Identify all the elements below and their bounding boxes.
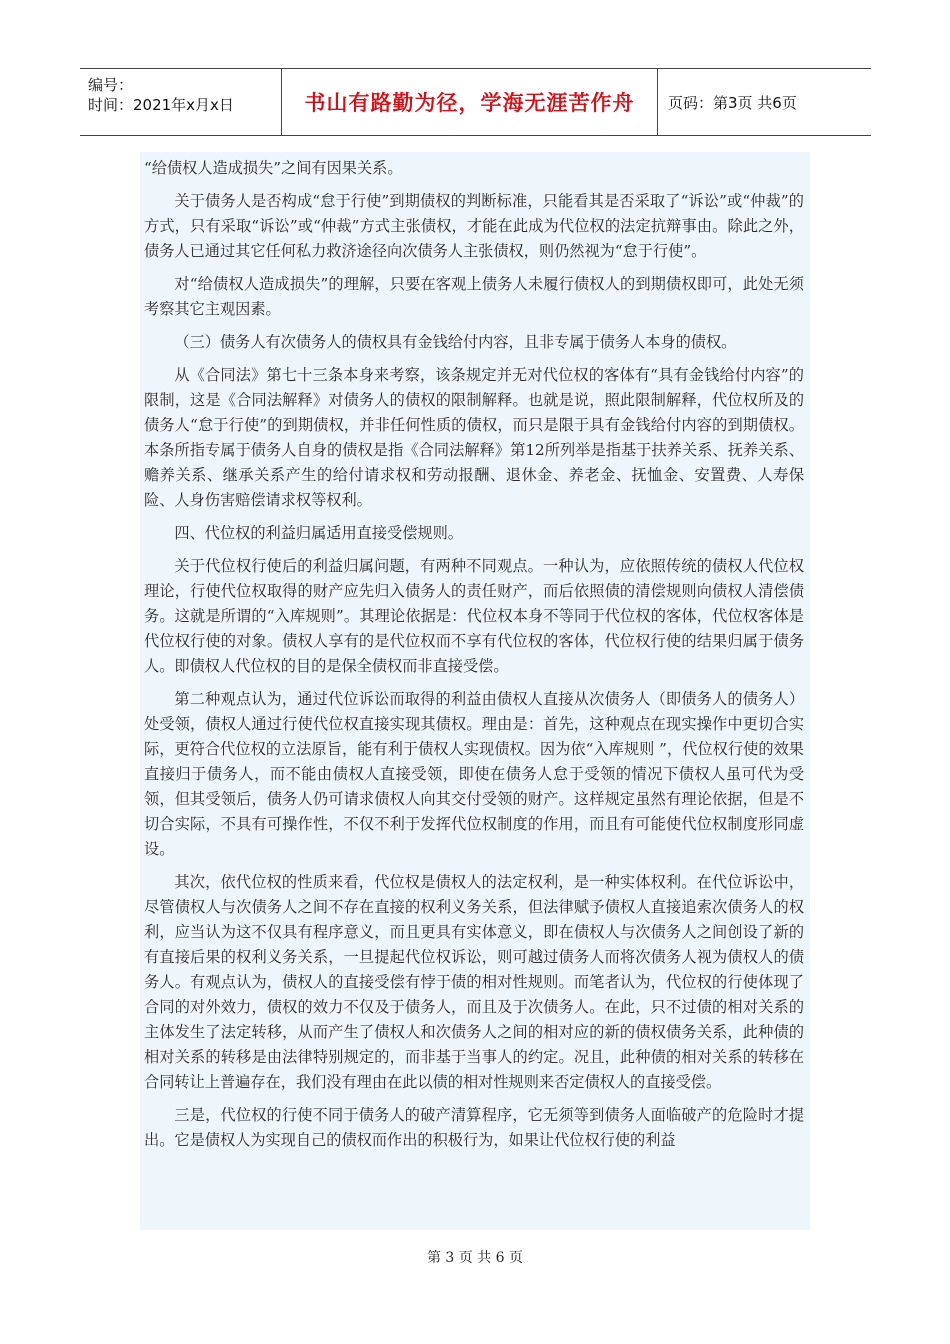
paragraph: 关于代位权行使后的利益归属问题，有两种不同观点。一种认为，应依照传统的债权人代位权理论，行使代位权取得的财产应先归入债务人的责任财产，而后依照债的清偿规则向债权人清偿债务。这就是所谓的“入库规则”。其理论依据是：代位权本身不等同于代位权的客体，代位权客体是代位权行使的对象。债权人享有的是代位权而不享有代位权的客体，代位权行使的结果归属于债务人。即债权人代位权的目的是保全债权而非直接受偿。: [144, 557, 804, 675]
paragraph: “给债权人造成损失”之间有因果关系。: [144, 159, 403, 177]
code-label: 编号：: [88, 76, 134, 94]
paragraph: 关于债务人是否构成“怠于行使”到期债权的判断标准，只能看其是否采取了“诉讼”或“仲裁”的方式，只有采取“诉讼”或“仲裁”方式主张债权，才能在此成为代位权的法定抗辩事由。除此之外，债务人已通过其它任何私力救济途径向次债务人主张债权，则仍然视为“怠于行使”。: [144, 192, 804, 260]
page-footer: 第 3 页 共 6 页: [426, 1250, 524, 1266]
header-page-info: 页码：第3页 共6页: [668, 93, 797, 112]
header-motto: 书山有路勤为径，学海无涯苦作舟: [282, 69, 658, 135]
header-meta: [80, 69, 282, 135]
paragraph: 三是，代位权的行使不同于债务人的破产清算程序，它无须等到债务人面临破产的危险时才提出。它是债权人为实现自己的债权而作出的积极行为，如果让代位权行使的利益: [144, 1106, 804, 1149]
paragraph: 对“给债权人造成损失”的理解，只要在客观上债务人未履行债权人的到期债权即可，此处无须考察其它主观因素。: [144, 275, 804, 318]
time-label: 时间：2021年x月x日: [88, 96, 234, 114]
paragraph: 从《合同法》第七十三条本身来考察，该条规定并无对代位权的客体有“具有金钱给付内容”的限制，这是《合同法解释》对债务人的债权的限制解释。也就是说，照此限制解释，代位权所及的债务人“怠于行使”的到期债权，并非任何性质的债权，而只是限于具有金钱给付内容的到期债权。本条所指专属于债务人自身的债权是指《合同法解释》第12所列举是指基于扶养关系、抚养关系、赡养关系、继承关系产生的给付请求权和劳动报酬、退休金、养老金、抚恤金、安置费、人寿保险、人身伤害赔偿请求权等权利。: [144, 366, 804, 509]
document-body: [140, 152, 810, 1230]
section-heading: 四、代位权的利益归属适用直接受偿规则。: [174, 524, 463, 542]
page-header: [80, 68, 871, 136]
paragraph: 第二种观点认为，通过代位诉讼而取得的利益由债权人直接从次债务人（即债务人的债务人）处受领，债权人通过行使代位权直接实现其债权。理由是：首先，这种观点在现实操作中更切合实际，更符合代位权的立法原旨，能有利于债权人实现债权。因为依“入库规则 ”，代位权行使的效果直接归于债务人，而不能由债权人直接受领，即使在债务人怠于受领的情况下债权人虽可代为受领，但其受领后，债务人仍可请求债权人向其交付受领的财产。这样规定虽然有理论依据，但是不切合实际，不具有可操作性，不仅不利于发挥代位权制度的作用，而且有可能使代位权制度形同虚设。: [144, 690, 804, 858]
paragraph: 其次，依代位权的性质来看，代位权是债权人的法定权利，是一种实体权利。在代位诉讼中，尽管债权人与次债务人之间不存在直接的权利义务关系，但法律赋予债权人直接追索次债务人的权利，应当认为这不仅具有程序意义，而且更具有实体意义，即在债权人与次债务人之间创设了新的有直接后果的权利义务关系，一旦提起代位权诉讼，则可越过债务人而将次债务人视为债权人的债务人。有观点认为，债权人的直接受偿有悖于债的相对性规则。而笔者认为，代位权的行使体现了合同的对外效力，债权的效力不仅及于债务人，而且及于次债务人。在此，只不过债的相对关系的主体发生了法定转移，从而产生了债权人和次债务人之间的相对应的新的债权债务关系，此种债的相对关系的转移是由法律特别规定的，而非基于当事人的约定。况且，此种债的相对关系的转移在合同转让上普遍存在，我们没有理由在此以债的相对性规则来否定债权人的直接受偿。: [144, 873, 804, 1091]
paragraph: （三）债务人有次债务人的债权具有金钱给付内容，且非专属于债务人本身的债权。: [174, 333, 737, 351]
